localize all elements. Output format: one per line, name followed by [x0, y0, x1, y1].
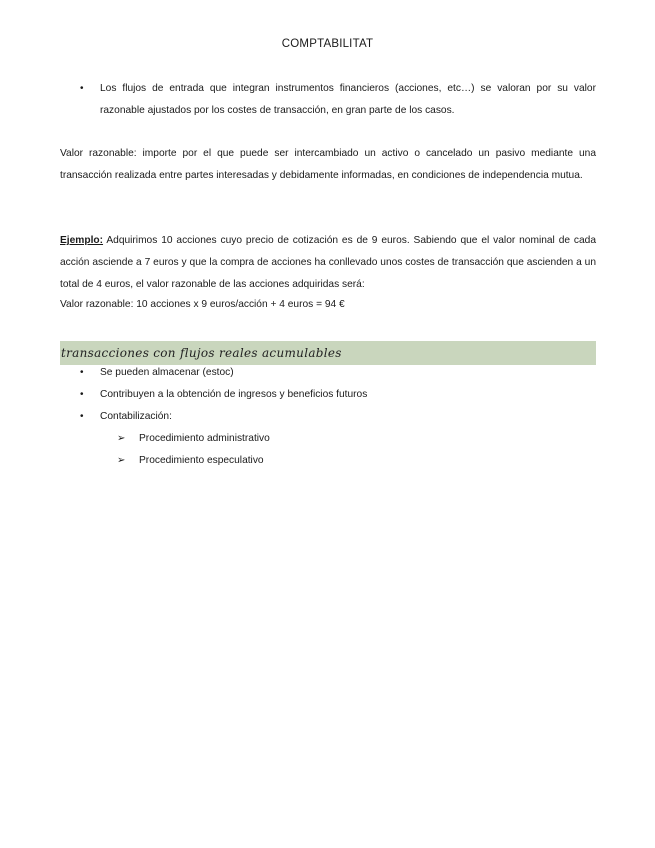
bullet-icon: • — [80, 389, 84, 400]
list-item-text: Contribuyen a la obtención de ingresos y beneficios futuros — [100, 389, 368, 400]
list-item — [80, 78, 596, 122]
definition-paragraph: Valor razonable: importe por el que puede ser intercambiado un activo o cancelado un pasivo mediante una transacción realizada entre partes interesadas y debidamente informadas, en condiciones de independencia mutua. — [60, 148, 596, 181]
example-calculation: Valor razonable: 10 acciones x 9 euros/acción + 4 euros = 94 € — [60, 299, 345, 310]
intro-bullet-text: Los flujos de entrada que integran instrumentos financieros (acciones, etc…) se valoran por su valor razonable ajustados por los costes de transacción, en gran parte de los casos. — [100, 83, 596, 116]
example-label: Ejemplo: — [60, 235, 104, 246]
arrow-bullet-icon: ➢ — [117, 455, 126, 466]
list-item — [80, 362, 596, 384]
intro-bullet — [80, 78, 596, 122]
list-item — [80, 406, 596, 428]
sub-list-item-text: Procedimiento administrativo — [139, 433, 270, 444]
bullet-icon: • — [80, 367, 84, 378]
page-header-title: COMPTABILITAT — [281, 38, 374, 50]
example-text: Adquirimos 10 acciones cuyo precio de cotización es de 9 euros. Sabiendo que el valor nominal de cada acción asciende a 7 euros y que la compra de acciones ha conllevado unos costes de transacción que ascienden a un total de 4 euros, el valor razonable de las acciones adquiridas será: — [60, 235, 596, 290]
bullet-icon: • — [80, 83, 84, 94]
section-heading: transacciones con flujos reales acumulables — [61, 346, 342, 360]
sub-list-item — [117, 428, 596, 450]
list-item — [80, 384, 596, 406]
bullet-icon: • — [80, 411, 84, 422]
example-paragraph — [60, 230, 596, 296]
sub-list-item-text: Procedimiento especulativo — [139, 455, 264, 466]
list-item-text: Contabilización: — [100, 411, 172, 422]
section-list — [80, 362, 596, 472]
arrow-bullet-icon: ➢ — [117, 433, 126, 444]
sub-list-item — [117, 450, 596, 472]
list-item-text: Se pueden almacenar (estoc) — [100, 367, 234, 378]
